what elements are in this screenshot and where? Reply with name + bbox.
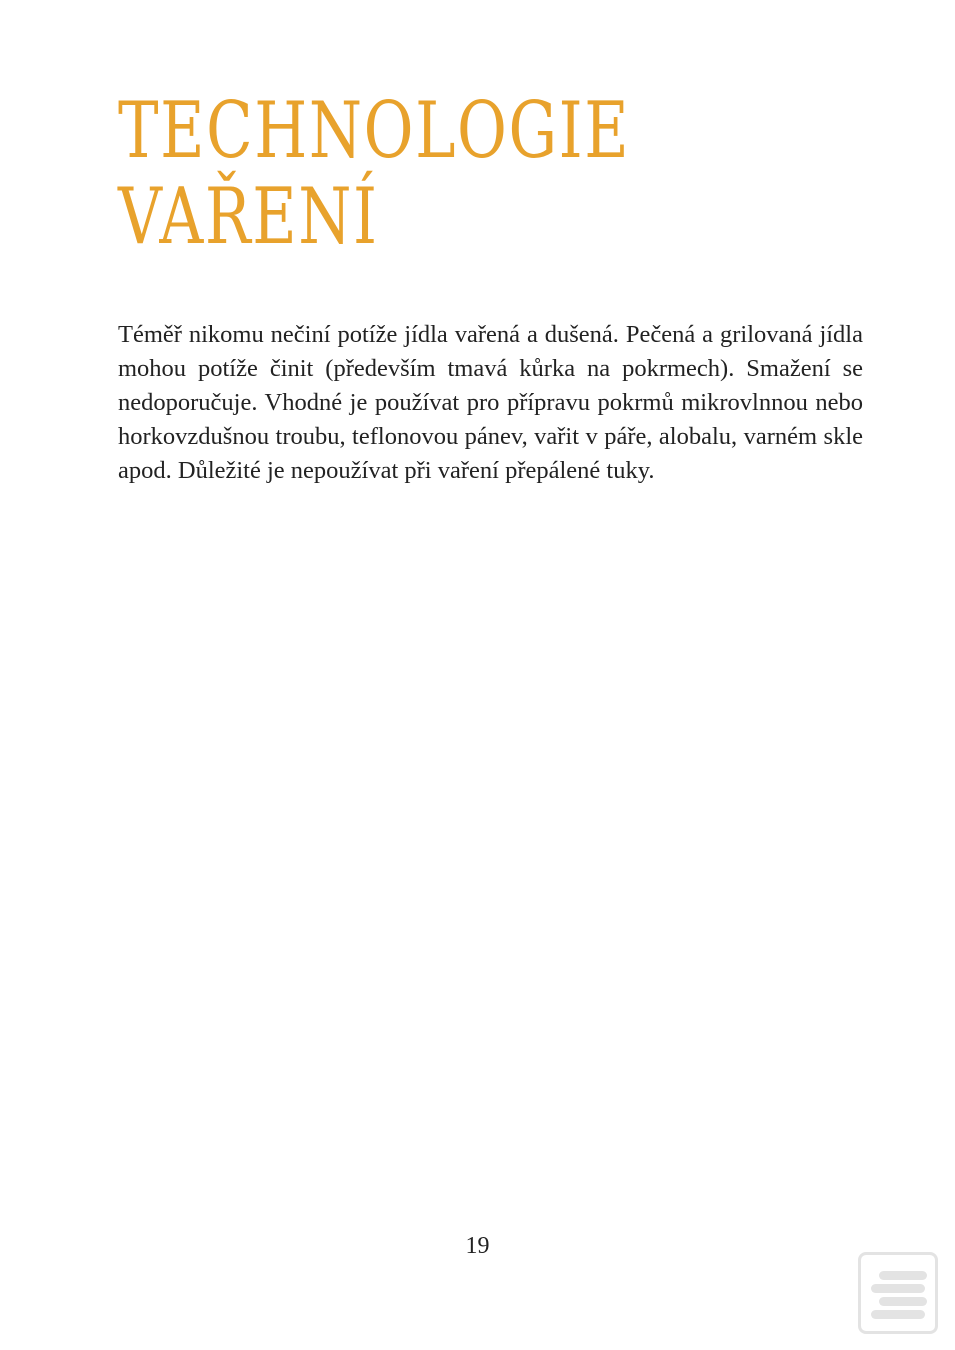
page-title-line-1: TECHNOLOGIE bbox=[118, 86, 631, 176]
book-stack-icon bbox=[867, 1267, 931, 1323]
page-number: 19 bbox=[465, 1233, 490, 1259]
body-paragraph: Téměř nikomu nečiní potíže jídla vařená a dušená. Pečená a grilovaná jídla mohou potíže činit (především tmavá kůrka na pokrmech). Smažení se nedoporučuje. Vhodné je používat pro přípravu pokrmů mikrovlnnou nebo horkovzdušnou troubu, teflonovou pánev, vařit v páře, alobalu, varném skle apod. Důležité je nepoužívat při vaření přepálené tuky. bbox=[118, 321, 863, 484]
page-title bbox=[118, 88, 630, 260]
reader-menu-button[interactable] bbox=[858, 1252, 938, 1334]
page-title-line-2: VAŘENÍ bbox=[118, 172, 379, 262]
